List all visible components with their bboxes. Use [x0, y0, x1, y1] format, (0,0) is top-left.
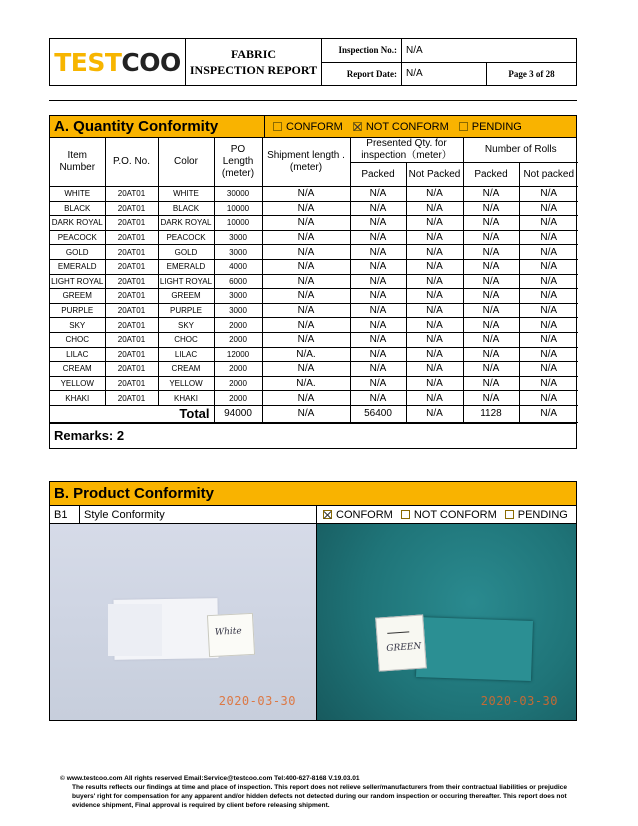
table-cell: 20AT01	[105, 391, 158, 406]
table-cell: N/A	[463, 318, 519, 333]
table-cell: 2000	[214, 362, 262, 377]
table-cell: N/A	[463, 187, 519, 202]
green-fabric-swatch	[416, 617, 533, 681]
table-row	[50, 187, 578, 202]
col-item-number: Item Number	[50, 138, 105, 187]
quantity-conformity-header	[50, 116, 576, 138]
table-cell: PURPLE	[50, 303, 105, 318]
table-cell: 20AT01	[105, 259, 158, 274]
table-cell: KHAKI	[50, 391, 105, 406]
white-fabric-photo	[50, 524, 317, 720]
table-cell: 20AT01	[105, 289, 158, 304]
table-cell: N/A	[519, 245, 578, 260]
table-cell: N/A	[519, 376, 578, 391]
table-cell: N/A	[350, 332, 406, 347]
table-cell: N/A	[350, 245, 406, 260]
table-cell: N/A	[262, 216, 350, 231]
style-option-conform[interactable]	[323, 509, 393, 521]
table-row	[50, 245, 578, 260]
report-date-label: Report Date:	[322, 63, 402, 86]
table-cell: LIGHT ROYAL	[50, 274, 105, 289]
table-cell: N/A	[262, 230, 350, 245]
table-row	[50, 259, 578, 274]
total-cell: 56400	[350, 405, 406, 422]
table-cell: N/A	[350, 347, 406, 362]
quantity-conformity-options	[265, 116, 576, 137]
checked-box-icon[interactable]	[353, 122, 362, 131]
total-label: Total	[50, 405, 214, 422]
table-cell: N/A	[406, 259, 463, 274]
table-cell: N/A	[350, 201, 406, 216]
table-cell: N/A	[519, 318, 578, 333]
table-cell: GREEM	[158, 289, 214, 304]
header-divider	[49, 100, 577, 101]
table-cell: 2000	[214, 332, 262, 347]
table-cell: N/A	[262, 187, 350, 202]
table-cell: LILAC	[50, 347, 105, 362]
table-cell: YELLOW	[158, 376, 214, 391]
report-date-value: N/A	[406, 68, 423, 80]
table-cell: N/A	[406, 245, 463, 260]
report-footer	[60, 774, 572, 810]
table-cell: YELLOW	[50, 376, 105, 391]
table-cell: N/A	[406, 347, 463, 362]
table-cell: 2000	[214, 318, 262, 333]
total-cell: 94000	[214, 405, 262, 422]
table-cell: N/A	[406, 187, 463, 202]
product-conformity-header	[50, 482, 576, 506]
table-cell: 20AT01	[105, 362, 158, 377]
white-fabric-fold	[108, 604, 162, 656]
col-packed: Packed	[350, 163, 406, 187]
table-cell: 20AT01	[105, 216, 158, 231]
table-cell: N/A	[463, 303, 519, 318]
quantity-option-conform[interactable]	[273, 121, 343, 133]
page-number: Page 3 of 28	[508, 68, 555, 79]
product-conformity-title: B. Product Conformity	[54, 485, 214, 502]
table-cell: BLACK	[50, 201, 105, 216]
table-cell: N/A	[406, 289, 463, 304]
table-cell: 3000	[214, 230, 262, 245]
table-cell: N/A	[262, 332, 350, 347]
table-cell: 12000	[214, 347, 262, 362]
col-rolls-packed: Packed	[463, 163, 519, 187]
product-conformity-section	[49, 481, 577, 721]
table-row	[50, 332, 578, 347]
quantity-table	[50, 138, 578, 423]
option-label: NOT CONFORM	[365, 120, 449, 133]
table-cell: N/A.	[262, 347, 350, 362]
col-not-packed: Not Packed	[406, 163, 463, 187]
total-row	[50, 405, 578, 422]
table-cell: N/A	[406, 216, 463, 231]
table-cell: N/A	[406, 201, 463, 216]
table-row	[50, 347, 578, 362]
col-rolls-not-packed: Not packed	[519, 163, 578, 187]
table-cell: DARK ROYAL	[158, 216, 214, 231]
style-option-pending[interactable]	[505, 509, 568, 521]
table-cell: N/A	[463, 274, 519, 289]
style-conformity-options	[317, 506, 576, 523]
table-cell: N/A	[463, 376, 519, 391]
table-cell: N/A	[262, 201, 350, 216]
table-cell: 20AT01	[105, 347, 158, 362]
green-tag-text: GREEN	[386, 641, 422, 655]
table-cell: N/A	[519, 201, 578, 216]
total-cell: 1128	[463, 405, 519, 422]
table-cell: GOLD	[158, 245, 214, 260]
checked-box-icon[interactable]	[323, 510, 332, 519]
table-cell: CREAM	[50, 362, 105, 377]
table-cell: 20AT01	[105, 201, 158, 216]
table-cell: N/A	[463, 332, 519, 347]
total-cell: N/A	[406, 405, 463, 422]
table-cell: N/A	[463, 362, 519, 377]
table-cell: 4000	[214, 259, 262, 274]
table-cell: 20AT01	[105, 303, 158, 318]
table-cell: 3000	[214, 289, 262, 304]
table-row	[50, 376, 578, 391]
col-number-of-rolls: Number of Rolls	[463, 138, 578, 163]
table-cell: LILAC	[158, 347, 214, 362]
table-cell: BLACK	[158, 201, 214, 216]
inspection-no-value: N/A	[406, 44, 423, 56]
table-cell: N/A	[519, 391, 578, 406]
unchecked-box-icon[interactable]	[505, 510, 514, 519]
table-cell: N/A	[463, 230, 519, 245]
table-cell: N/A	[406, 230, 463, 245]
table-cell: N/A	[350, 230, 406, 245]
table-cell: N/A	[406, 318, 463, 333]
table-cell: N/A	[262, 318, 350, 333]
table-cell: PEACOCK	[158, 230, 214, 245]
table-cell: N/A	[519, 362, 578, 377]
photo-date-stamp: 2020-03-30	[480, 694, 558, 708]
table-cell: 20AT01	[105, 230, 158, 245]
table-cell: 2000	[214, 376, 262, 391]
table-row	[50, 391, 578, 406]
table-cell: N/A	[350, 303, 406, 318]
table-cell: CHOC	[50, 332, 105, 347]
table-cell: 20AT01	[105, 332, 158, 347]
quantity-conformity-section	[49, 115, 577, 449]
table-cell: N/A	[262, 303, 350, 318]
report-title-line2: INSPECTION REPORT	[189, 63, 318, 77]
table-cell: N/A	[519, 259, 578, 274]
report-meta	[322, 39, 576, 85]
table-cell: EMERALD	[50, 259, 105, 274]
style-conformity-row	[50, 506, 576, 524]
table-cell: N/A	[463, 259, 519, 274]
photo-date-stamp: 2020-03-30	[218, 694, 296, 708]
table-cell: N/A	[406, 391, 463, 406]
table-cell: N/A	[262, 245, 350, 260]
table-cell: PEACOCK	[50, 230, 105, 245]
table-cell: N/A	[463, 245, 519, 260]
table-cell: WHITE	[158, 187, 214, 202]
table-cell: N/A	[262, 391, 350, 406]
table-cell: GREEM	[50, 289, 105, 304]
col-presented-qty: Presented Qty. for inspection（meter）	[350, 138, 463, 163]
report-title	[186, 39, 322, 85]
company-logo	[50, 39, 186, 85]
quantity-conformity-title: A. Quantity Conformity	[50, 116, 265, 137]
table-cell: N/A	[406, 303, 463, 318]
table-cell: N/A	[350, 187, 406, 202]
table-cell: N/A	[519, 347, 578, 362]
table-cell: SKY	[50, 318, 105, 333]
logo-part-coo: COO	[121, 47, 181, 77]
table-cell: 20AT01	[105, 187, 158, 202]
table-cell: 10000	[214, 201, 262, 216]
table-cell: N/A	[519, 274, 578, 289]
table-cell: N/A	[350, 216, 406, 231]
table-cell: N/A	[519, 303, 578, 318]
table-cell: 3000	[214, 303, 262, 318]
unchecked-box-icon[interactable]	[401, 510, 410, 519]
table-cell: N/A	[350, 318, 406, 333]
table-cell: DARK ROYAL	[50, 216, 105, 231]
table-cell: N/A	[262, 274, 350, 289]
table-cell: N/A	[519, 332, 578, 347]
table-cell: EMERALD	[158, 259, 214, 274]
table-cell: 10000	[214, 216, 262, 231]
col-color: Color	[158, 138, 214, 187]
table-cell: KHAKI	[158, 391, 214, 406]
footer-contact: © www.testcoo.com All rights reserved Email:Service@testcoo.com Tel:400-627-8168 V.19.03.01	[60, 775, 360, 782]
table-cell: N/A	[519, 230, 578, 245]
report-header	[49, 38, 577, 86]
table-cell: N/A	[262, 362, 350, 377]
table-cell: 2000	[214, 391, 262, 406]
report-title-line1: FABRIC	[230, 47, 277, 61]
table-cell: 20AT01	[105, 376, 158, 391]
table-cell: CHOC	[158, 332, 214, 347]
option-label: PENDING	[517, 508, 568, 521]
table-cell: LIGHT ROYAL	[158, 274, 214, 289]
table-cell: N/A	[463, 347, 519, 362]
table-cell: CREAM	[158, 362, 214, 377]
unchecked-box-icon[interactable]	[273, 122, 282, 131]
table-cell: WHITE	[50, 187, 105, 202]
table-row	[50, 274, 578, 289]
quantity-option-not-conform[interactable]	[353, 121, 449, 133]
table-cell: N/A	[350, 362, 406, 377]
option-label: CONFORM	[336, 508, 393, 521]
white-sample-tag	[207, 613, 255, 657]
option-label: PENDING	[471, 120, 522, 133]
table-cell: N/A	[406, 362, 463, 377]
table-row	[50, 201, 578, 216]
table-cell: PURPLE	[158, 303, 214, 318]
footer-disclaimer: The results reflects our findings at time and place of inspection. This report does not relieve seller/manufacturers from their contractual liabilities or prejudice buyers' right for compensation for any apparent and/or hidden defects not detected during our random inspection or occuring thereafter. This report does not evidence shipment, Final approval is required by client before releasing shipment.	[72, 784, 568, 809]
col-shipment-length: Shipment length .(meter)	[262, 138, 350, 187]
table-row	[50, 362, 578, 377]
inspection-no-label: Inspection No.:	[322, 39, 402, 62]
col-po-no: P.O. No.	[105, 138, 158, 187]
table-cell: N/A	[463, 216, 519, 231]
white-tag-text: White	[214, 626, 242, 638]
table-cell: N/A	[463, 391, 519, 406]
green-fabric-photo	[317, 524, 576, 720]
style-option-not-conform[interactable]	[401, 509, 497, 521]
total-cell: N/A	[519, 405, 578, 422]
table-cell: N/A	[406, 274, 463, 289]
table-cell: N/A	[406, 376, 463, 391]
table-cell: 3000	[214, 245, 262, 260]
table-cell: N/A	[350, 391, 406, 406]
table-cell: N/A	[350, 376, 406, 391]
table-cell: N/A	[350, 274, 406, 289]
style-conformity-number: B1	[50, 506, 80, 523]
table-cell: N/A.	[262, 376, 350, 391]
table-cell: N/A	[519, 216, 578, 231]
table-cell: 6000	[214, 274, 262, 289]
option-label: CONFORM	[286, 120, 343, 133]
total-cell: N/A	[262, 405, 350, 422]
table-cell: N/A	[350, 289, 406, 304]
table-row	[50, 303, 578, 318]
unchecked-box-icon[interactable]	[459, 122, 468, 131]
table-cell: N/A	[463, 201, 519, 216]
sample-photos	[50, 524, 576, 720]
table-row	[50, 318, 578, 333]
table-cell: 30000	[214, 187, 262, 202]
table-cell: N/A	[519, 289, 578, 304]
table-cell: 20AT01	[105, 274, 158, 289]
option-label: NOT CONFORM	[413, 508, 497, 521]
table-row	[50, 216, 578, 231]
table-cell: N/A	[463, 289, 519, 304]
table-cell: N/A	[262, 289, 350, 304]
col-po-length: PO Length (meter)	[214, 138, 262, 187]
style-conformity-label: Style Conformity	[80, 506, 317, 523]
table-cell: N/A	[350, 259, 406, 274]
table-cell: N/A	[519, 187, 578, 202]
remarks: Remarks: 2	[50, 423, 576, 448]
green-sample-tag	[375, 614, 427, 671]
table-cell: SKY	[158, 318, 214, 333]
quantity-option-pending[interactable]	[459, 121, 522, 133]
logo-part-test: TEST	[54, 47, 122, 77]
table-row	[50, 230, 578, 245]
table-cell: 20AT01	[105, 245, 158, 260]
table-cell: N/A	[406, 332, 463, 347]
table-cell: N/A	[262, 259, 350, 274]
table-cell: 20AT01	[105, 318, 158, 333]
table-cell: GOLD	[50, 245, 105, 260]
table-row	[50, 289, 578, 304]
